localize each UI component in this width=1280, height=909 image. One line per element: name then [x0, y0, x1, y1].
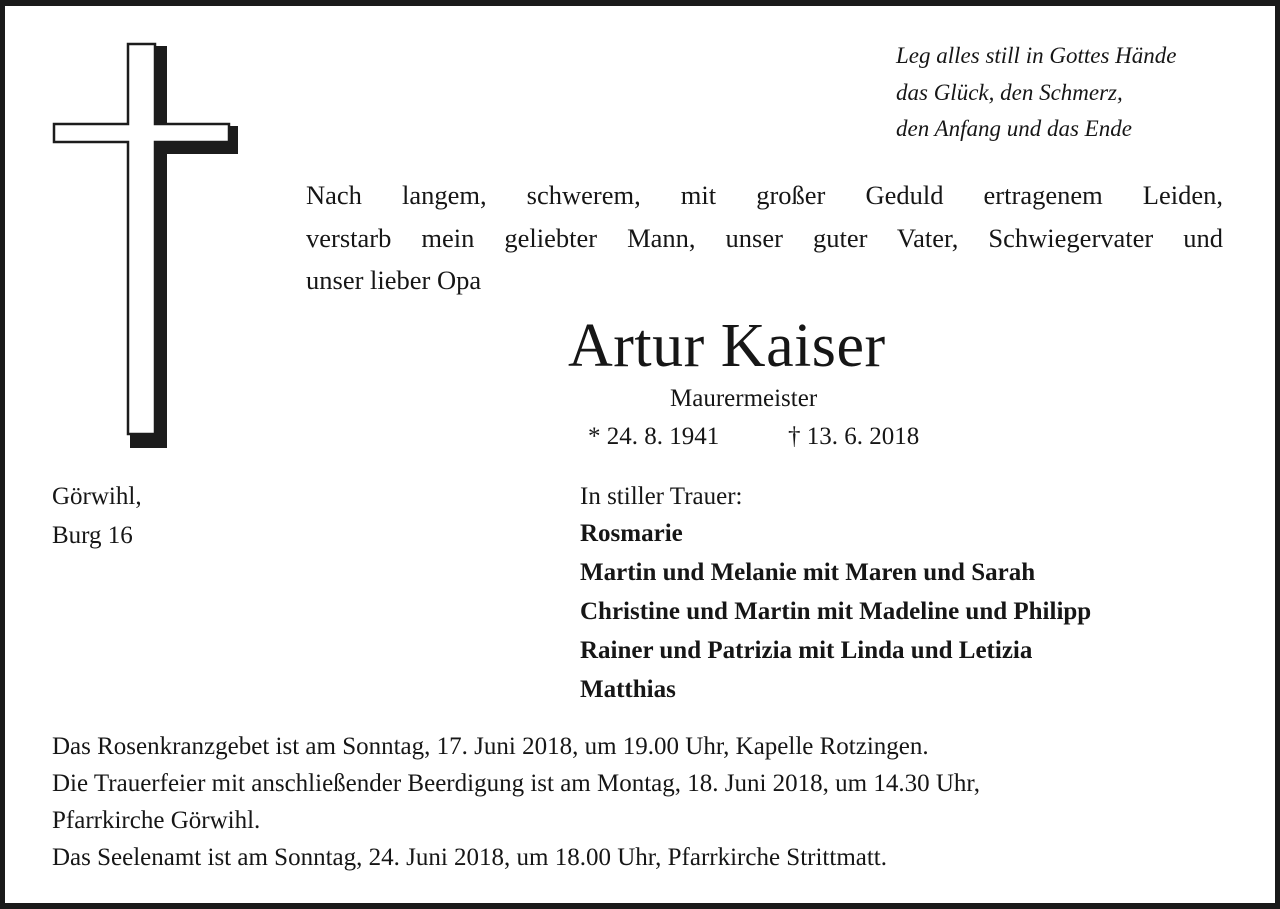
service-line: Pfarrkirche Görwihl. — [52, 807, 261, 834]
intro-line: unser lieber Opa — [306, 265, 482, 295]
service-line: Das Rosenkranzgebet ist am Sonntag, 17. Juni 2018, um 19.00 Uhr, Kapelle Rotzingen. — [52, 733, 929, 760]
birth-date: * 24. 8. 1941 — [588, 423, 720, 450]
mourners-list — [580, 514, 1091, 709]
address-line: Burg 16 — [52, 522, 133, 549]
intro-line: verstarb mein geliebter Mann, unser guter Vater, Schwiegervater und — [306, 222, 1223, 253]
mourner-name: Christine und Martin mit Madeline und Philipp — [580, 598, 1092, 625]
intro-text — [306, 174, 1223, 302]
address-line: Görwihl, — [52, 483, 142, 510]
motto-line: den Anfang und das Ende — [896, 116, 1132, 141]
intro-line: Nach langem, schwerem, mit großer Geduld ertragenem Leiden, — [306, 180, 1223, 210]
address-block — [52, 477, 142, 555]
motto-verse — [896, 38, 1256, 148]
mourner-name: Rosmarie — [580, 520, 683, 547]
death-date: † 13. 6. 2018 — [788, 423, 920, 450]
mourner-name: Rainer und Patrizia mit Linda und Letizia — [580, 637, 1033, 664]
mourner-name: Matthias — [580, 676, 676, 703]
service-line: Das Seelenamt ist am Sonntag, 24. Juni 2018, um 18.00 Uhr, Pfarrkirche Strittmatt. — [52, 844, 887, 871]
latin-cross-icon — [48, 38, 238, 448]
service-details — [52, 728, 1227, 876]
deceased-name: Artur Kaiser — [568, 312, 886, 380]
motto-line: Leg alles still in Gottes Hände — [896, 43, 1177, 68]
deceased-profession: Maurermeister — [670, 385, 818, 412]
mourner-name: Martin und Melanie mit Maren und Sarah — [580, 559, 1036, 586]
motto-line: das Glück, den Schmerz, — [896, 79, 1123, 105]
mourners-label: In stiller Trauer: — [580, 483, 743, 510]
service-line: Die Trauerfeier mit anschließender Beerdigung ist am Montag, 18. Juni 2018, um 14.30 Uhr, — [52, 770, 981, 797]
